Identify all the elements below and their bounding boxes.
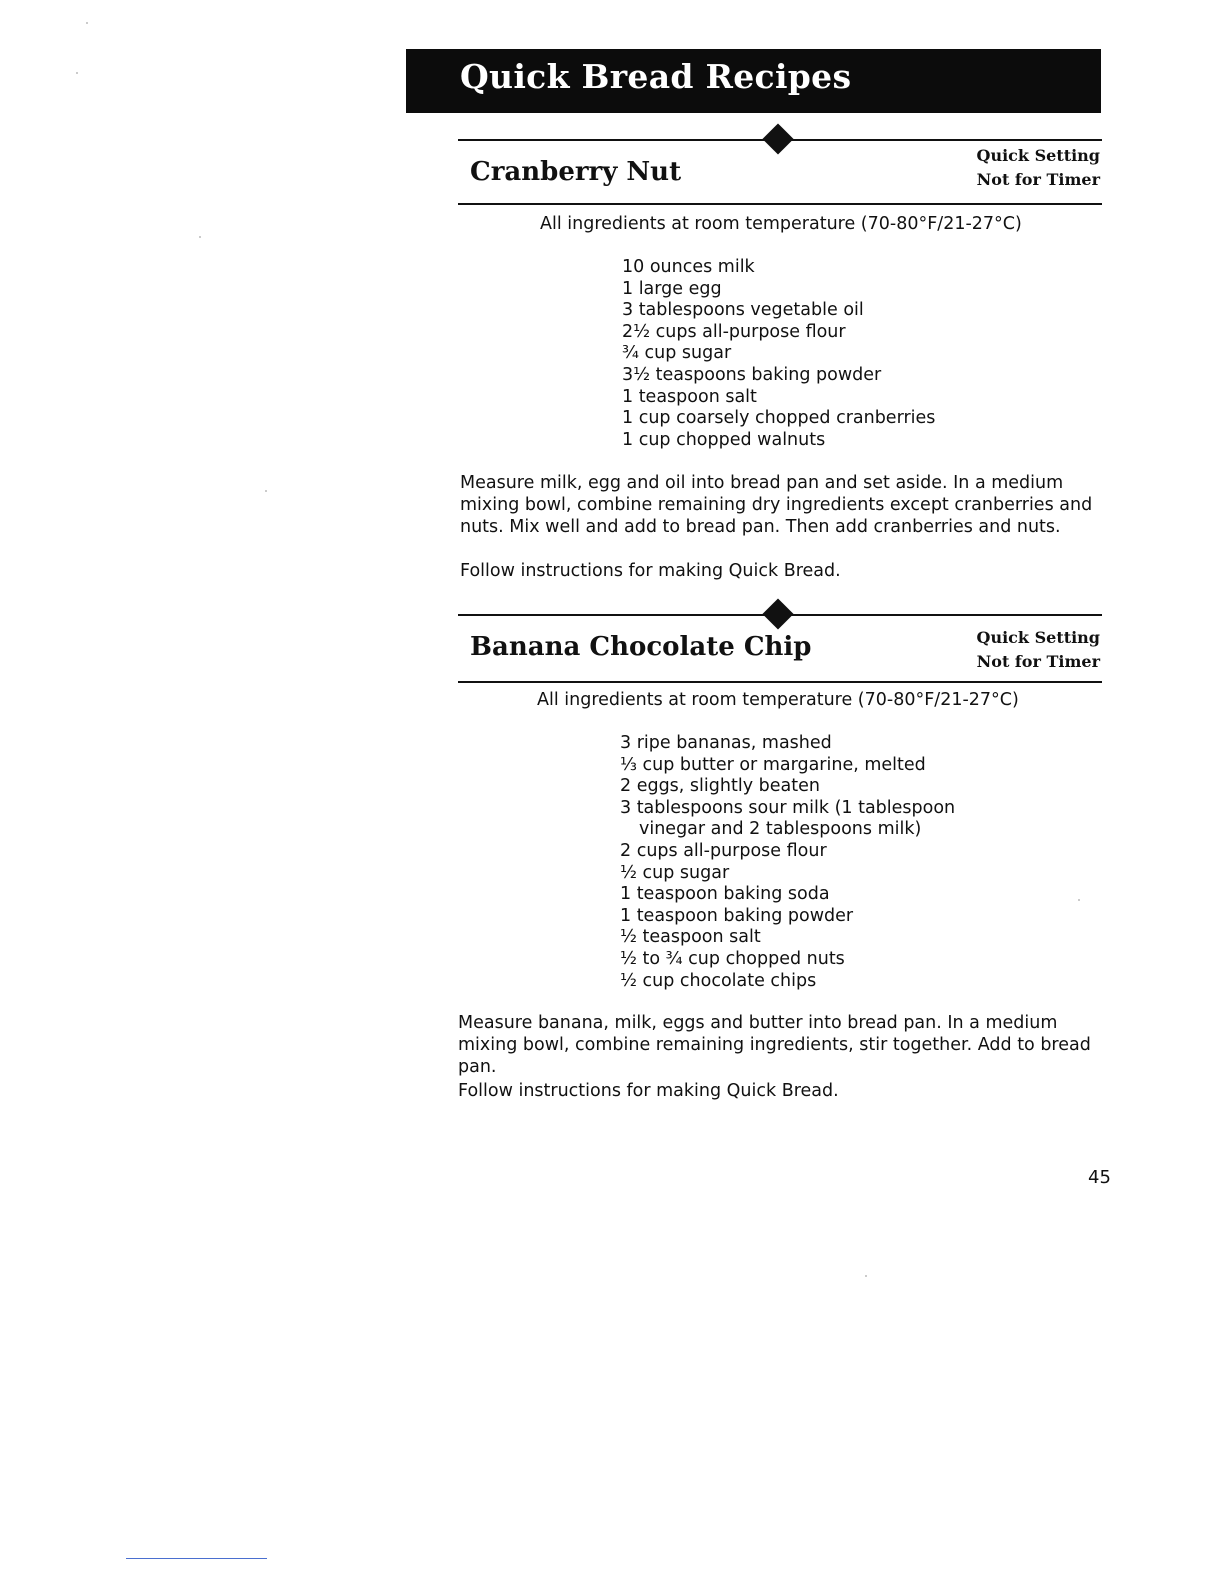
- scan-edge-line: [126, 1558, 267, 1559]
- ingredient-item: 10 ounces milk: [622, 257, 755, 277]
- diamond-ornament-icon: [762, 123, 793, 154]
- recipe-title: Cranberry Nut: [470, 157, 682, 187]
- scan-speck: [76, 72, 78, 74]
- ingredient-item: 1 teaspoon baking powder: [620, 905, 854, 926]
- ingredient-item: 1 cup chopped walnuts: [622, 429, 826, 450]
- recipe-follow-note: Follow instructions for making Quick Bread.: [458, 1081, 839, 1101]
- diamond-ornament-icon: [762, 598, 793, 629]
- scan-speck: [865, 1275, 867, 1277]
- ingredient-item: 2 eggs, slightly beaten: [620, 776, 820, 797]
- scan-speck: [265, 490, 267, 492]
- temperature-note: All ingredients at room temperature (70-80°F/21-27°C): [537, 690, 1019, 710]
- ingredient-item: ½ cup sugar: [620, 862, 730, 883]
- section-header-bar: [406, 49, 1101, 113]
- ingredient-item: 3 ripe bananas, mashed: [620, 733, 832, 753]
- section-title: Quick Bread Recipes: [460, 57, 852, 96]
- recipe-title: Banana Chocolate Chip: [470, 632, 812, 662]
- scan-speck: [86, 22, 88, 24]
- setting-line-timer: Not for Timer: [976, 652, 1100, 671]
- ingredient-item: ½ teaspoon salt: [620, 927, 761, 948]
- temperature-note: All ingredients at room temperature (70-80°F/21-27°C): [540, 214, 1022, 234]
- page-number: 45: [1088, 1167, 1111, 1188]
- divider-rule: [458, 203, 1102, 205]
- ingredient-item: 3 tablespoons vegetable oil: [622, 300, 864, 321]
- ingredient-list: [620, 733, 955, 992]
- ingredient-item: ½ cup chocolate chips: [620, 970, 817, 991]
- ingredient-list: [622, 257, 935, 451]
- ingredient-item: 1 large egg: [622, 278, 722, 299]
- recipe-setting: [977, 144, 1100, 192]
- ingredient-item: 2½ cups all-purpose flour: [622, 321, 846, 342]
- ingredient-item: 3 tablespoons sour milk (1 tablespoon: [620, 797, 956, 818]
- ingredient-item: 3½ teaspoons baking powder: [622, 364, 882, 385]
- scan-speck: [1078, 899, 1080, 901]
- ingredient-item: 2 cups all-purpose flour: [620, 840, 827, 861]
- recipe-follow-note: Follow instructions for making Quick Bread.: [460, 561, 841, 581]
- divider-rule: [458, 681, 1102, 683]
- ingredient-item-continued: vinegar and 2 tablespoons milk): [639, 819, 922, 840]
- recipe-method: Measure banana, milk, eggs and butter into bread pan. In a medium mixing bowl, combine remaining ingredients, stir together. Add to bread pan.: [458, 1013, 1091, 1077]
- ingredient-item: 1 teaspoon baking soda: [620, 884, 830, 905]
- recipe-setting: [977, 626, 1100, 674]
- ingredient-item: 1 teaspoon salt: [622, 386, 757, 407]
- ingredient-item: ⅓ cup butter or margarine, melted: [620, 754, 926, 775]
- ingredient-item: 1 cup coarsely chopped cranberries: [622, 408, 936, 429]
- recipe-method: Measure milk, egg and oil into bread pan and set aside. In a medium mixing bowl, combine remaining dry ingredients except cranberries and nuts. Mix well and add to bread pan. Then add cranberries and nuts.: [460, 473, 1093, 537]
- setting-line-quick: Quick Setting: [976, 146, 1100, 165]
- setting-line-timer: Not for Timer: [976, 170, 1100, 189]
- scan-speck: [199, 236, 201, 238]
- setting-line-quick: Quick Setting: [976, 628, 1100, 647]
- ingredient-item: ½ to ¾ cup chopped nuts: [620, 948, 845, 969]
- ingredient-item: ¾ cup sugar: [622, 343, 732, 364]
